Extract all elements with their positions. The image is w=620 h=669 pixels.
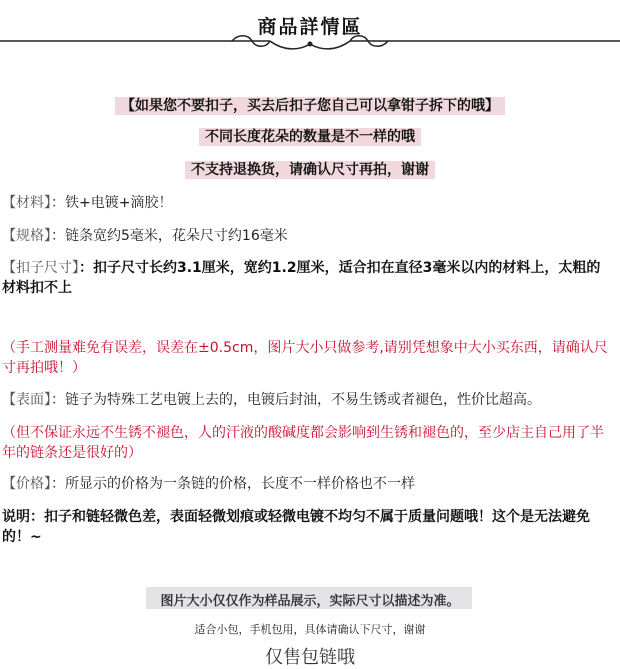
disclaimer: 说明：扣子和链轻微色差，表面轻微划痕或轻微电镀不均匀不属于质量问题哦！这个是无法避免的！~ bbox=[2, 509, 590, 545]
image-note: 图片大小仅仅作为样品展示，实际尺寸以描述为准。 bbox=[160, 594, 460, 609]
spec-material-value: ：铁+电镀+滴胶！ bbox=[51, 195, 173, 211]
footer-note: 仅售包链哦 bbox=[265, 647, 355, 668]
spec-price-label: 【价格】 bbox=[2, 476, 51, 492]
spec-surface bbox=[2, 390, 614, 410]
spec-size-label: 【规格】 bbox=[2, 228, 51, 244]
spec-buckle-label: 【扣子尺寸】 bbox=[2, 260, 79, 276]
notice-length-text: 不同长度花朵的数量是不一样的哦 bbox=[199, 128, 421, 146]
spec-buckle bbox=[2, 258, 614, 298]
spec-material-label: 【材料】 bbox=[2, 195, 51, 211]
spec-surface-label: 【表面】 bbox=[2, 392, 51, 408]
measure-note: （手工测量难免有误差，误差在±0.5cm，图片大小只做参考,请别凭想象中大小买东西，请确认尺寸再拍哦！） bbox=[2, 340, 608, 376]
spec-price-value: ：所显示的价格为一条链的价格，长度不一样价格也不一样 bbox=[51, 476, 415, 492]
notice-buckle bbox=[0, 96, 620, 116]
spec-material bbox=[2, 193, 614, 213]
packaging-note: 适合小包，手机包用，具体请确认下尺寸，谢谢 bbox=[194, 623, 426, 636]
spec-surface-value: ：链子为特殊工艺电镀上去的，电镀后封油，不易生锈或者褪色，性价比超高。 bbox=[51, 392, 541, 408]
spec-size-value: ：链条宽约5毫米，花朵尺寸约16毫米 bbox=[51, 228, 288, 244]
page-title: 商品詳情區 bbox=[257, 16, 363, 38]
spec-price bbox=[2, 474, 614, 494]
spec-size bbox=[2, 226, 614, 246]
notice-no-return bbox=[0, 160, 620, 180]
notice-buckle-text: 【如果您不要扣子，买去后扣子您自己可以拿钳子拆下的哦】 bbox=[115, 97, 505, 115]
notice-no-return-text: 不支持退换货，请确认尺寸再拍，谢谢 bbox=[185, 161, 435, 179]
spec-buckle-value: ：扣子尺寸长约3.1厘米，宽约1.2厘米，适合扣在直径3毫米以内的材料上，太粗的材料扣不上 bbox=[2, 260, 601, 296]
section-header bbox=[0, 0, 620, 60]
notice-length bbox=[0, 127, 620, 147]
surface-note: （但不保证永远不生锈不褪色，人的汗液的酸碱度都会影响到生锈和褪色的，至少店主自己用了半年的链条还是很好的） bbox=[2, 425, 604, 461]
